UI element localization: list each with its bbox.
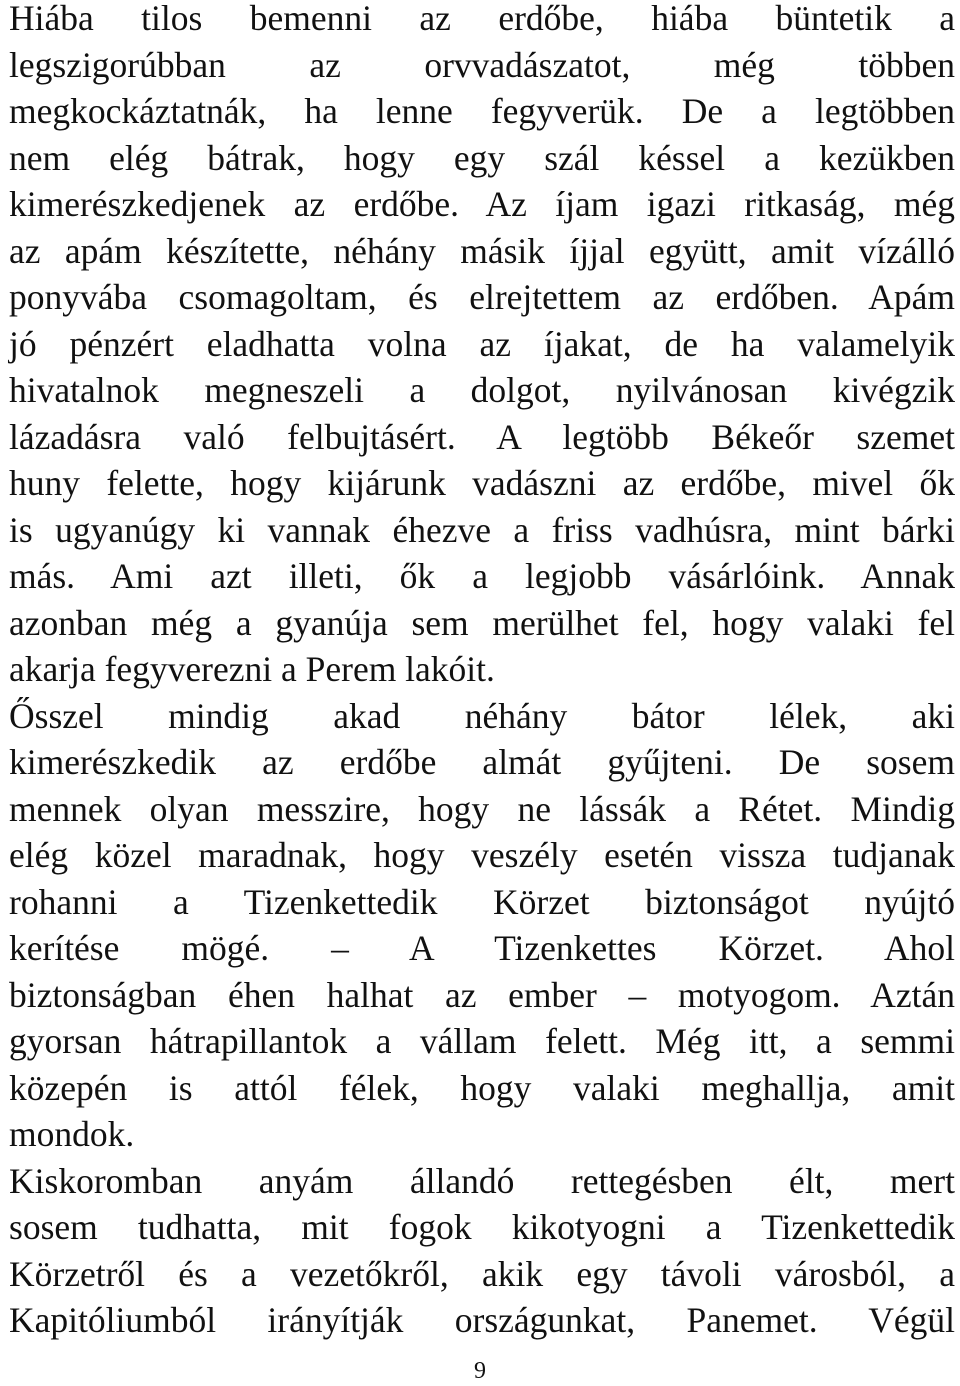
text-line: közepén is attól félek, hogy valaki meghallja, amit [9,1067,955,1108]
paragraph-3 [9,1158,955,1344]
text-line: biztonságban éhen halhat az ember – motyogom. Aztán [9,974,955,1015]
text-line: kimerészkedik az erdőbe almát gyűjteni. De sosem [9,742,955,782]
text-line: Ősszel mindig akad néhány bátor lélek, aki [9,695,955,736]
text-line: azonban még a gyanúja sem merülhet fel, hogy valaki fel [9,602,955,643]
text-line: Kapitóliumból irányítják országunkat, Panemet. Végül [9,1300,955,1340]
text-line: jó pénzért eladhatta volna az íjakat, de ha valamelyik [9,323,955,364]
text-line: gyorsan hátrapillantok a vállam felett. Még itt, a semmi [9,1021,955,1061]
text-line: rohanni a Tizenkettedik Körzet biztonságot nyújtó [9,881,955,922]
text-line: legszigorúbban az orvvadászatot, még többen [9,44,955,85]
page-body-text [9,0,955,1344]
text-line: Kiskoromban anyám állandó rettegésben élt, mert [9,1160,955,1201]
text-line: ponyvába csomagoltam, és elrejtettem az erdőben. Apám [9,277,955,317]
text-line: is ugyanúgy ki vannak éhezve a friss vadhúsra, mint bárki [9,509,955,550]
text-line: lázadásra való felbujtásért. A legtöbb Békeőr szemet [9,416,955,457]
text-line: az apám készítette, néhány másik íjjal együtt, amit vízálló [9,230,955,271]
text-line: Hiába tilos bemenni az erdőbe, hiába büntetik a [9,0,955,38]
text-line: huny felette, hogy kijárunk vadászni az erdőbe, mivel ők [9,463,955,503]
text-line: nem elég bátrak, hogy egy szál késsel a kezükben [9,137,955,178]
paragraph-1 [9,0,955,693]
text-line: kerítése mögé. – A Tizenkettes Körzet. Ahol [9,928,955,968]
text-line: akarja fegyverezni a Perem lakóit. [9,649,495,689]
text-line: kimerészkedjenek az erdőbe. Az íjam igazi ritkaság, még [9,184,955,224]
text-line: mondok. [9,1114,135,1154]
text-line: hivatalnok megneszeli a dolgot, nyilvánosan kivégzik [9,370,955,410]
text-line: sosem tudhatta, mit fogok kikotyogni a Tizenkettedik [9,1207,955,1247]
page-number: 9 [474,1358,486,1384]
text-line: elég közel maradnak, hogy veszély esetén vissza tudjanak [9,835,955,875]
text-line: más. Ami azt illeti, ők a legjobb vásárlóink. Annak [9,556,955,596]
text-line: mennek olyan messzire, hogy ne lássák a Rétet. Mindig [9,788,955,829]
text-line: megkockáztatnák, ha lenne fegyverük. De a legtöbben [9,91,955,131]
text-line: Körzetről és a vezetőkről, akik egy távoli városból, a [9,1253,955,1294]
paragraph-2 [9,693,955,1158]
